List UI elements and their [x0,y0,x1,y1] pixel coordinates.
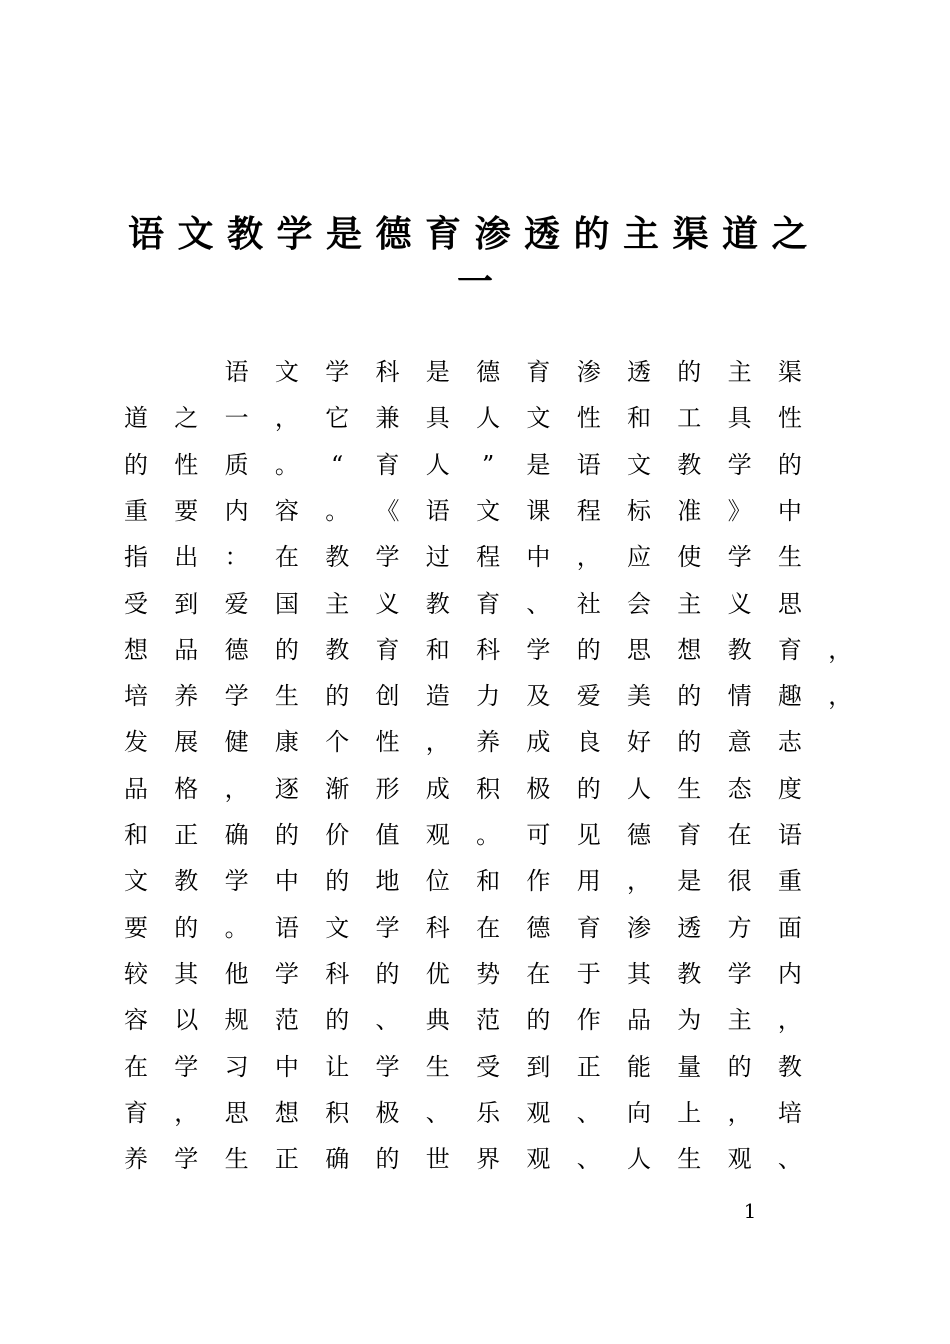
character: 重 [124,496,148,525]
character: 文 [325,913,350,942]
character: 到 [174,589,199,618]
character: 兼 [375,404,400,433]
character: 的 [573,213,610,255]
character: 指 [124,543,148,572]
character: 育 [476,589,501,618]
character: 在 [526,959,551,988]
character: 的 [325,1006,350,1035]
character: 育 [375,450,400,479]
character: 主 [727,1006,752,1035]
character: 、 [777,1145,802,1174]
character: 。 [476,821,501,849]
character: 势 [476,959,501,988]
paragraph-line [0,488,950,534]
character: 的 [375,1145,400,1174]
character: 国 [274,589,299,618]
character: 观 [727,1145,752,1174]
character: 教 [325,635,350,664]
character: 它 [325,404,350,433]
character: 学 [375,543,400,572]
character: 德 [375,213,412,255]
character: 展 [174,728,199,757]
paragraph-line [0,627,950,673]
character: 良 [576,728,601,757]
character: 学 [727,450,752,479]
character: 的 [325,682,350,711]
paragraph-line [0,905,950,951]
character: 和 [476,867,501,896]
character: 科 [375,358,400,386]
character: 。 [224,913,249,942]
character: 到 [526,1052,551,1081]
character: 的 [727,1052,752,1081]
character: 较 [124,959,148,988]
character: 品 [627,1006,651,1035]
character: 度 [777,774,802,803]
character: 位 [425,867,450,896]
character: 为 [677,1006,702,1035]
character: 向 [627,1098,651,1127]
character: 趣 [777,682,802,711]
character: 德 [627,821,651,849]
character: 确 [325,1145,350,1174]
character: 中 [274,867,299,896]
character: 正 [174,821,199,849]
character: 文 [476,496,501,525]
character: 程 [476,543,501,572]
character: 可 [526,821,551,849]
character: 其 [627,959,651,988]
character: 志 [777,728,802,757]
character: 德 [224,635,249,664]
character: 之 [174,404,199,433]
paragraph-line [0,812,950,858]
character: 生 [777,543,802,572]
character: 形 [375,774,400,803]
character: 教 [677,450,702,479]
character: 科 [425,913,450,942]
character: 极 [526,774,551,803]
character: 健 [224,728,249,757]
character: 培 [124,682,148,711]
character: 教 [727,635,752,664]
character: 学 [375,1052,400,1081]
character: 的 [274,635,299,664]
character: 中 [274,1052,299,1081]
character: 、 [526,589,551,618]
character: 性 [576,404,601,433]
character: 学 [325,358,350,386]
character: 主 [677,589,702,618]
character: 价 [325,821,350,849]
paragraph-line [0,581,950,627]
character: 文 [627,450,651,479]
character: 是 [325,213,362,255]
character: 个 [325,728,350,757]
character: 生 [677,774,702,803]
character: 思 [224,1098,249,1127]
character: 是 [425,358,450,386]
character: 学 [224,682,249,711]
character: “ [331,450,344,479]
character: 生 [425,1052,450,1081]
character: 具 [727,404,752,433]
character: 渗 [474,213,511,255]
character: ， [224,774,249,803]
character: 爱 [224,589,249,618]
character: 道 [124,404,148,433]
character: 的 [677,358,702,386]
character: 》 [727,496,752,525]
character: 义 [375,589,400,618]
character: 义 [727,589,752,618]
character: 正 [576,1052,601,1081]
character: 的 [576,635,601,664]
character: 、 [576,1098,601,1127]
character: 的 [375,959,400,988]
character: 文 [124,867,148,896]
character: 要 [124,913,148,942]
character: ， [425,728,450,757]
character: 具 [425,404,450,433]
page-number: 1 [743,1199,757,1223]
character: 主 [622,213,659,255]
character: 语 [425,496,450,525]
character: 学 [174,1052,199,1081]
character: 积 [476,774,501,803]
character: 好 [627,728,651,757]
character: 确 [224,821,249,849]
character: 主 [325,589,350,618]
character: 力 [476,682,501,711]
character: 主 [727,358,752,386]
character: 的 [777,450,802,479]
character: 正 [274,1145,299,1174]
character: 和 [425,635,450,664]
character: 让 [325,1052,350,1081]
character: 学 [174,1145,199,1174]
character: 渗 [576,358,601,386]
character: 生 [677,1145,702,1174]
character: 方 [727,913,752,942]
character: 教 [777,1052,802,1081]
character: 成 [425,774,450,803]
character: 上 [677,1098,702,1127]
character: 性 [777,404,802,433]
character: 是 [677,867,702,896]
character: 性 [375,728,400,757]
character: 地 [375,867,400,896]
character: 积 [325,1098,350,1127]
character: 意 [727,728,752,757]
character: 他 [224,959,249,988]
character: 道 [721,213,758,255]
paragraph-line [0,673,950,719]
character: 康 [274,728,299,757]
paragraph-line [0,766,950,812]
character: 的 [677,728,702,757]
character: 情 [727,682,752,711]
character: 育 [777,635,802,664]
character: 、 [576,1145,601,1174]
character: 育 [576,913,601,942]
character: 范 [274,1006,299,1035]
character: 标 [627,496,651,525]
character: 工 [677,404,702,433]
character: 品 [174,635,199,664]
character: 出 [174,543,199,572]
paragraph-line [0,951,950,997]
character: 值 [375,821,400,849]
character: 造 [425,682,450,711]
character: 以 [174,1006,199,1035]
character: 性 [174,450,199,479]
character: 乐 [476,1098,501,1127]
character: 受 [476,1052,501,1081]
character: 教 [677,959,702,988]
character: ， [828,635,853,664]
character: 中 [526,543,551,572]
character: 学 [526,635,551,664]
character: 渠 [777,358,802,386]
character: 社 [576,589,601,618]
character: 应 [627,543,651,572]
character: 的 [325,867,350,896]
character: 养 [124,1145,148,1174]
character: 的 [677,682,702,711]
paragraph-line [0,997,950,1043]
character: 品 [124,774,148,803]
character: 范 [476,1006,501,1035]
character: 。 [274,450,299,479]
character: 能 [627,1052,651,1081]
character: 文 [526,404,551,433]
character: 极 [375,1098,400,1127]
character: 人 [627,1145,651,1174]
character: 学 [224,867,249,896]
character: 使 [677,543,702,572]
character: 创 [375,682,400,711]
character: 的 [124,450,148,479]
character: 和 [627,404,651,433]
character: 作 [576,1006,601,1035]
character: 育 [677,821,702,849]
character: 文 [177,213,214,255]
character: 想 [677,635,702,664]
character: 、 [425,1098,450,1127]
character: 于 [576,959,601,988]
character: 人 [425,450,450,479]
character: 学 [375,913,400,942]
paragraph-line [0,395,950,441]
character: 育 [424,213,461,255]
character: ， [174,1098,199,1127]
character: 观 [526,1145,551,1174]
character: 会 [627,589,651,618]
character: 渗 [627,913,651,942]
character: 典 [425,1006,450,1035]
character: 程 [576,496,601,525]
paragraph-line [0,1136,950,1182]
character: ， [274,404,299,433]
character: 语 [576,450,601,479]
character: 学 [727,543,752,572]
character: 透 [677,913,702,942]
character: 想 [124,635,148,664]
character: 过 [425,543,450,572]
character: 成 [526,728,551,757]
paragraph-line [0,534,950,580]
character: 语 [127,213,164,255]
character: 在 [727,821,752,849]
title-line [0,254,950,314]
character: 美 [627,682,651,711]
character: 科 [476,635,501,664]
character: ， [576,543,601,572]
paragraph-line [0,858,950,904]
character: 德 [526,913,551,942]
character: 世 [425,1145,450,1174]
character: 生 [274,682,299,711]
character: 《 [375,496,400,525]
character: 渐 [325,774,350,803]
character: 思 [777,589,802,618]
character: 观 [425,821,450,849]
character: 教 [174,867,199,896]
character: 和 [124,821,148,849]
character: 质 [224,450,249,479]
character: 准 [677,496,702,525]
character: 之 [771,213,808,255]
character: 养 [174,682,199,711]
character: 。 [325,496,350,525]
character: 人 [476,404,501,433]
character: 德 [476,358,501,386]
character: 语 [224,358,249,386]
character: 语 [274,913,299,942]
character: ， [727,1098,752,1127]
character: 科 [325,959,350,988]
character: 透 [523,213,560,255]
character: 渠 [672,213,709,255]
character: 在 [124,1052,148,1081]
character: 培 [777,1098,802,1127]
character: 在 [476,913,501,942]
character: 文 [274,358,299,386]
character: 养 [476,728,501,757]
character: 人 [627,774,651,803]
character: 逐 [274,774,299,803]
character: 的 [576,774,601,803]
paragraph-line [0,1090,950,1136]
character: 课 [526,496,551,525]
character: 的 [274,821,299,849]
character: 的 [526,1006,551,1035]
character: 容 [124,1006,148,1035]
character: 要 [174,496,199,525]
character: 作 [526,867,551,896]
character: 用 [576,867,601,896]
character: 学 [274,959,299,988]
character: 透 [627,358,651,386]
character: 是 [526,450,551,479]
character: ： [224,543,249,572]
character: 优 [425,959,450,988]
character: 内 [777,959,802,988]
character: 教 [425,589,450,618]
character: 教 [325,543,350,572]
character: ” [481,450,495,479]
character: ， [777,1006,802,1035]
character: ， [828,682,853,711]
character: 育 [375,635,400,664]
character: 界 [476,1145,501,1174]
character: 格 [174,774,199,803]
character: ， [627,867,651,896]
character: 发 [124,728,148,757]
character: 的 [174,913,199,942]
character: 习 [224,1052,249,1081]
character: 重 [777,867,802,896]
character: 一 [224,404,249,433]
character: 容 [274,496,299,525]
character: 教 [226,213,263,255]
character: 爱 [576,682,601,711]
character: 面 [777,913,802,942]
paragraph-line [0,719,950,765]
character: 学 [276,213,313,255]
character: 、 [375,1006,400,1035]
paragraph-line [0,349,950,395]
paragraph-line [0,442,950,488]
character: 规 [224,1006,249,1035]
character: 及 [526,682,551,711]
character: 育 [526,358,551,386]
character: 量 [677,1052,702,1081]
character: 想 [274,1098,299,1127]
character: 学 [727,959,752,988]
character: 很 [727,867,752,896]
character: 态 [727,774,752,803]
character: 受 [124,589,148,618]
paragraph-line [0,1044,950,1090]
character: 生 [224,1145,249,1174]
character: 在 [274,543,299,572]
character: 见 [576,821,601,849]
character: 中 [777,496,802,525]
character: 语 [777,821,802,849]
character: 一 [456,261,493,303]
character: 观 [526,1098,551,1127]
character: 其 [174,959,199,988]
character: 思 [627,635,651,664]
character: 内 [224,496,249,525]
character: 育 [124,1098,148,1127]
